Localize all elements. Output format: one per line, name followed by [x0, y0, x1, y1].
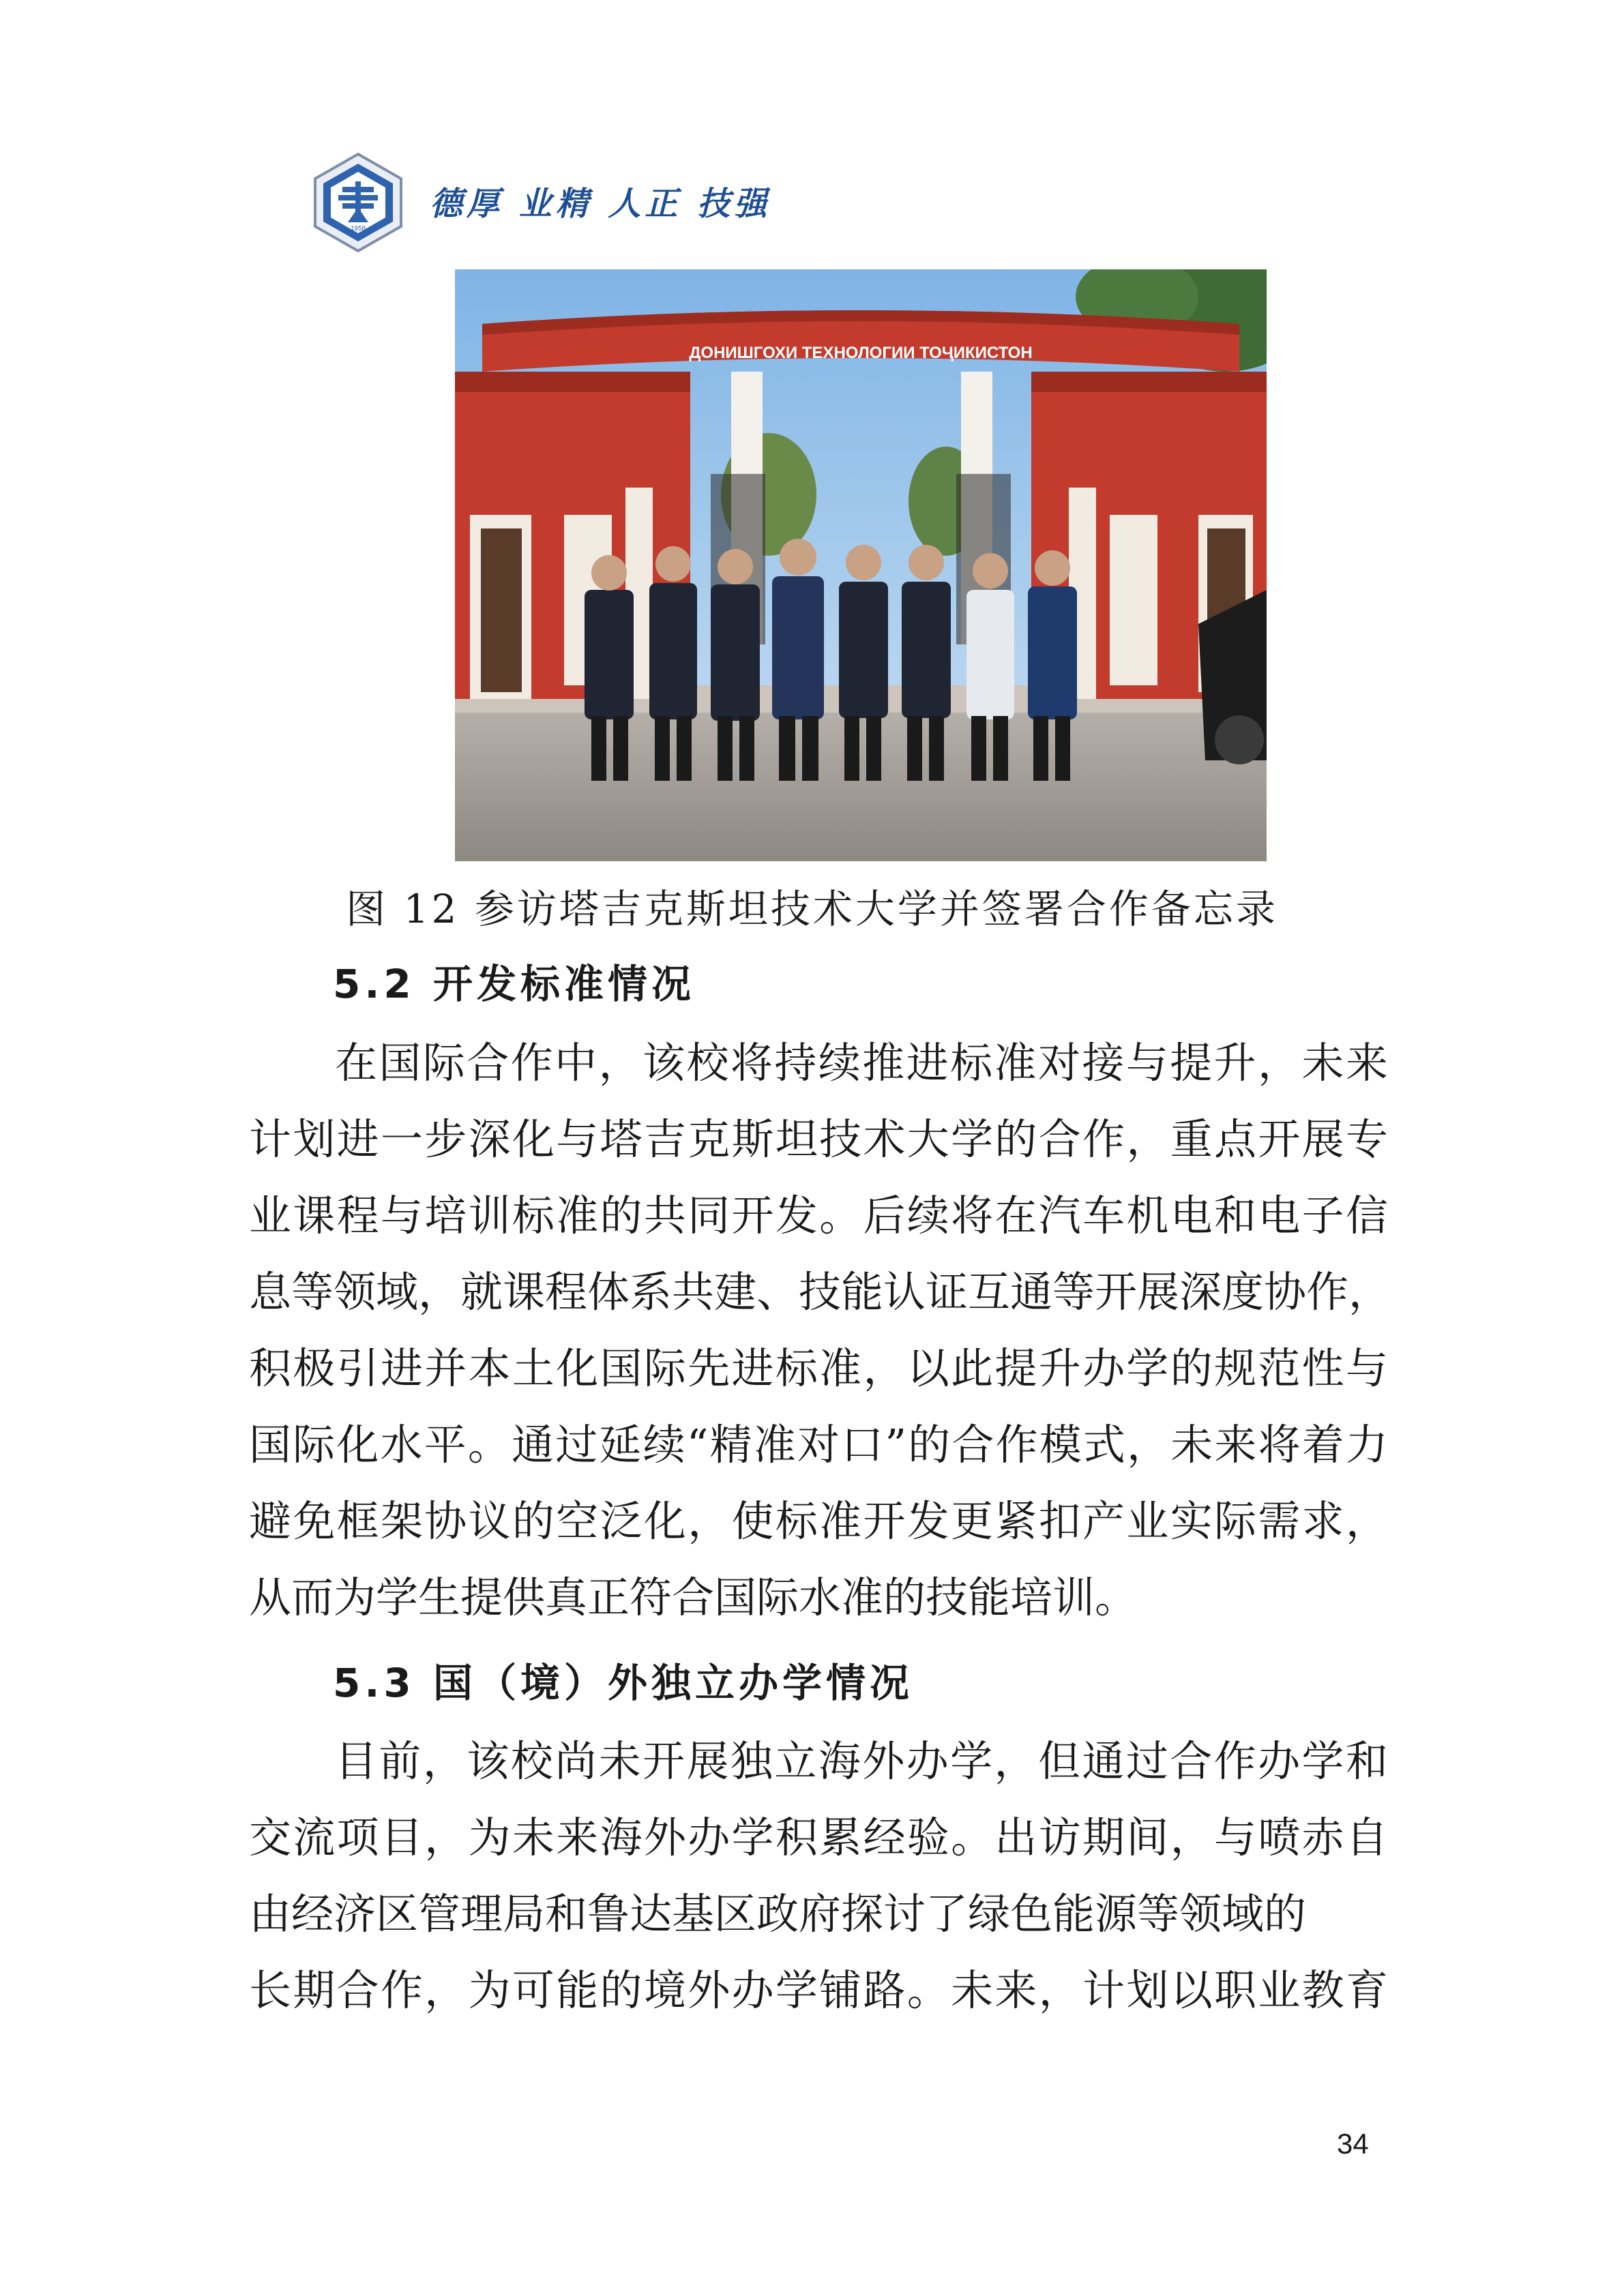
- section-heading-5-2: 5.2 开发标准情况: [333, 961, 695, 1007]
- paragraph-line: 避免框架协议的空泛化，使标准开发更紧扣产业实际需求，: [249, 1496, 1388, 1546]
- paragraph-line: 息等领域，就课程体系共建、技能认证互通等开展深度协作，: [249, 1267, 1391, 1317]
- gate-sign: ДОНИШГОХИ ТЕХНОЛОГИИ ТОҶИКИСТОН: [689, 344, 1033, 362]
- paragraph-line: 业课程与培训标准的共同开发。后续将在汽车机电和电子信: [249, 1191, 1388, 1240]
- visit-photo: [455, 269, 1267, 861]
- paragraph-line: 由经济区管理局和鲁达基区政府探讨了绿色能源等领域的: [249, 1889, 1307, 1939]
- paragraph-line: 长期合作，为可能的境外办学铺路。未来，计划以职业教育: [249, 1965, 1388, 2015]
- logo-year: 1958: [350, 225, 366, 233]
- paragraph-line: 国际化水平。通过延续“精准对口”的合作模式，未来将着力: [249, 1420, 1388, 1470]
- figure-caption: 图 12 参访塔吉克斯坦技术大学并签署合作备忘录: [346, 886, 1278, 932]
- paragraph-line: 在国际合作中，该校将持续推进标准对接与提升，未来: [335, 1038, 1388, 1088]
- section-heading-5-3: 5.3 国（境）外独立办学情况: [333, 1660, 913, 1706]
- school-motto: 德厚 业精 人正 技强: [430, 185, 771, 223]
- page-header: [293, 146, 771, 258]
- paragraph-line: 计划进一步深化与塔吉克斯坦技术大学的合作，重点开展专: [249, 1114, 1388, 1164]
- page-number: 34: [1337, 2128, 1369, 2160]
- paragraph-line: 目前，该校尚未开展独立海外办学，但通过合作办学和: [335, 1736, 1388, 1786]
- paragraph-line: 积极引进并本土化国际先进标准，以此提升办学的规范性与: [249, 1343, 1388, 1393]
- section-5-3-paragraph: [249, 1723, 1388, 2029]
- section-5-2-paragraph: [249, 1025, 1391, 1636]
- paragraph-line: 交流项目，为未来海外办学积累经验。出访期间，与喷赤自: [249, 1813, 1388, 1862]
- school-logo-icon: [307, 151, 409, 254]
- paragraph-line: 从而为学生提供真正符合国际水准的技能培训。: [249, 1572, 1138, 1622]
